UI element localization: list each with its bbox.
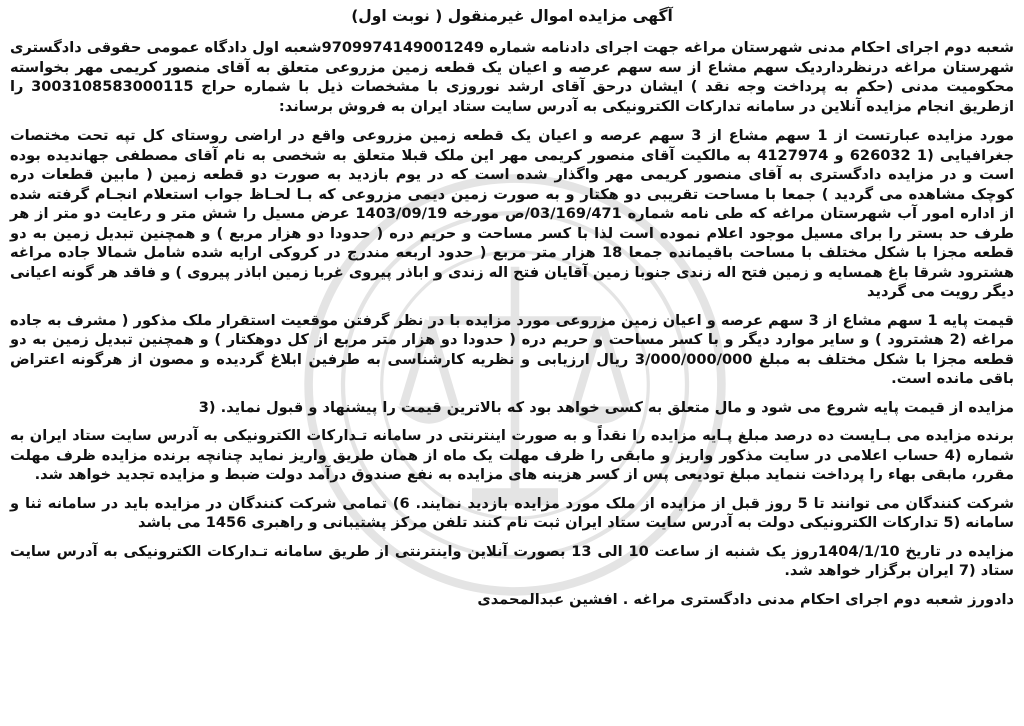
intro-paragraph: شعبه دوم اجرای احکام مدنی شهرستان مراغه جهت اجرای دادنامه شماره 9709974149001249شعبه اول دادگاه عمومی حقوقی دادگستری شهرستان مراغه درنظرداردیک سهم مشاع از سه سهم عرصه و اعیان یک قطعه زمین مزروعی متعلق به آقای منصور کریمی مهر بخواسته محکومیت مدنی (حکم به پرداخت وجه نقد ) ایشان درحق آقای ارشد نوروزی با مشخصات ذیل با شماره حراج 3003108583000115 را ازطریق انجام مزایده آنلاین در سامانه تدارکات الکترونیکی به آدرس سایت ستاد ایران به فروش برساند: bbox=[10, 39, 1014, 115]
item-7-paragraph: مزایده در تاریخ 1404/1/10روز یک شنبه از ساعت 10 الی 13 بصورت آنلاین واینترنتی از طریق سامانه تـدارکات الکترونیکی به آدرس سایت ستاد (7 ایران برگزار خواهد شد. bbox=[10, 542, 1014, 579]
item-5-6-paragraph: شرکت کنندگان می توانند تا 5 روز قبل از مزایده از ملک مورد مزایده بازدید نمایند. 6) تمامی شرکت کنندگان در مزایده باید در سامانه ثنا و سامانه (5 تدارکات الکترونیکی دولت به آدرس سایت ستاد ایران ثبت نام کنند تلفن مرکز پشتیبانی و راهبری 1456 می باشد bbox=[10, 494, 1014, 531]
item-3-paragraph: مزایده از قیمت پایه شروع می شود و مال متعلق به کسی خواهد بود که بالاترین قیمت را پیشنهاد و قبول نماید. (3 bbox=[198, 398, 1014, 416]
item-2-paragraph: قیمت پایه 1 سهم مشاع از 3 سهم عرصه و اعیان زمین مزروعی مورد مزایده با در نظر گرفتن موقعیت استقرار ملک مذکور ( مشرف به جاده مراغه (2 هشترود ) و سایر موارد دیگر و با کسر مساحت و حریم دره ( حدودا دو هزار متر مربع از کل دوهکتار ) و همچنین تبدیل زمین به دو قطعه مجزا با شکل مختلف به مبلغ 3/000/000/000 ریال ارزیابی و نظریه کارشناسی به طرفین ابلاغ گردیده و مصون از هرگونه اعتراض باقی مانده است. bbox=[10, 311, 1015, 387]
signature-line: دادورز شعبه دوم اجرای احکام مدنی دادگستری مراغه . افشین عبدالمحمدی bbox=[477, 590, 1014, 608]
item-1-paragraph: مورد مزایده عبارتست از 1 سهم مشاع از 3 سهم عرصه و اعیان یک قطعه زمین مزروعی واقع در اراضی روستای کل تپه تحت مختصات جغرافیایی (1 626032 و 4127974 به مالکیت آقای منصور کریمی مهر این ملک قبلا متعلق به شخصی به نام آقای مصطفی جهاندیده بوده است و در مزایده دادگستری به آقای منصور کریمی مهر واگذار شده است که در یوم بازدید به صورت دو قطعه زمین ( مابین قطعات دره کوچک مشاهده می گردید ) جمعا با مساحت تقریبی دو هکتار و به صورت زمین دیمی مزروعی که بـا لحـاظ جواب استعلام انجـام گرفته شده از اداره امور آب شهرستان مراغه که طی نامه شماره 03/169/471/ص مورخه 1403/09/19 عرض مسیل را شش متر و رعایت دو متر از هر طرف حد بستر را برای مسیل موجود اعلام نموده است لذا با کسر مساحت و حریم دره ( حدودا دو هزار مربع ) و همچنین تبدیل زمین به دو قطعه مجزا با شکل مختلف با مساحت باقیمانده جمعا 18 هزار متر مربع ( حدود اربعه مندرج در کروکی ارایه شده شامل شمالا جاده مراغه هشترود شرقا باغ همسایه و زمین فتح اله زندی جنوبا زمین آقایان فتح اله زندی و اباذر پیروی غربا زمین اباذر پیروی ) و فاقد هر گونه اعیانی دیگر رویت می گردید bbox=[10, 127, 1015, 300]
notice-title: آگهی مزایده اموال غیرمنقول ( نوبت اول) bbox=[351, 7, 673, 25]
item-4-paragraph: برنده مزایده می بـایست ده درصد مبلغ پـایه مزایده را نقداً و به صورت اینترنتی در سامانه تـدارکات الکترونیکی به آدرس سایت ستاد ایران به شماره (4 حساب اعلامی در سایت مذکور واریز و مابقی را ظرف مهلت یک ماه از همان طریق واریز نماید چنانچه برنده مزایده ظرف مهلت مقرر، مابقی بهاء را پرداخت ننماید مبلغ تودیعی پس از کسر هزینه های مزایده به نفع صندوق درآمد دولت ضبط و مزایده تجدید خواهد شد. bbox=[10, 427, 1014, 483]
notice-document bbox=[10, 4, 1014, 624]
